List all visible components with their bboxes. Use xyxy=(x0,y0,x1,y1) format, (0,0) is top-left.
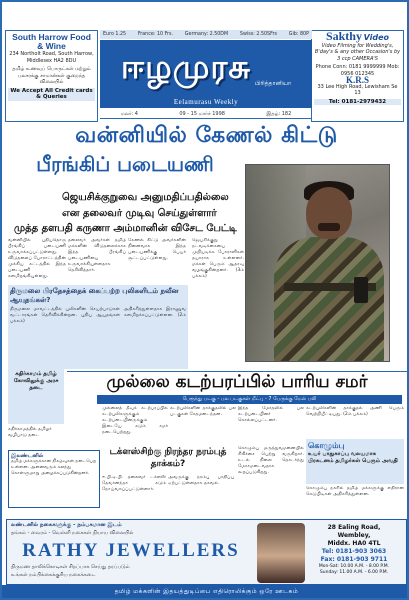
sub-story-text: திருமலை மாவட்டத்தில் புலிகளின் செயற்பாடுகள் அதிகரித்துள்ளதாக இராணுவ வட்டாரங்கள் தெரிவிக்கின்றன. புதிய ஆயுதங்கள் களமிறக்கப்பட்டுள்ளன. (2ம் பக்கம்) xyxy=(10,307,186,324)
logo-title: ஈழமுரசு xyxy=(120,47,251,86)
colombo-title: கொழும்பு xyxy=(308,441,345,450)
logo-subtitle: பிரித்தானியா xyxy=(254,80,292,87)
rathy-fax: Fax: 0181-903 9711 xyxy=(320,556,388,563)
story-douglas-col-2: அவருக்கு நரம்பு பாதிப்பு ஏற்பட்டுள்ளதாக தகவல். xyxy=(168,475,234,486)
ad-right-body: Video Filming for Wedding's, B'day's & any other Occasion's by 3 ccp CAMERA'S xyxy=(314,42,401,62)
footer-banner: தமிழ் மக்களின் இதயத்துடிப்பை எதிரொலிக்கும் ஒரே ஊடகம் xyxy=(2,585,409,598)
rathy-address-line: Wembley, xyxy=(337,532,371,539)
price-item: Swiss: 2.50SFrs xyxy=(239,32,277,37)
masthead-logo xyxy=(100,40,312,98)
left-box-title: இலண்டனில் xyxy=(11,453,44,459)
ad-sakthy-video xyxy=(311,30,404,122)
ad-right-tel: Tel: 0181-2979432 xyxy=(314,99,401,106)
ad-left-address: 234 Northolt Road, South Harrow, Middlesex HA2 8DU xyxy=(9,51,94,64)
mid-headline: முல்லை கடற்பரப்பில் பாரிய சமர் xyxy=(67,371,407,394)
issue-number: இதழ்: 182 xyxy=(266,110,292,117)
mid-column-b: கடற்புலிகளின் தாக்குதலில் பல படகுகள் சேதமடைந்தன. xyxy=(170,406,236,417)
mid-strap: பேரூந்து படகு - பல படகுகள் மீட்பு - 7 பேருக்கு மேல் பலி xyxy=(97,395,402,404)
lead-headline-2: பீரங்கிப் படையணி xyxy=(36,152,214,176)
lead-photo xyxy=(245,164,390,362)
rathy-tel: Tel: 0181-903 3063 xyxy=(321,548,387,555)
left-box-text: தமிழ் மக்களுக்கான நிகழ்வுகள் நடைபெற உள்ளன. அனைவரும் கலந்து கொள்ளுமாறு அழைக்கப்படுகின்றனர். xyxy=(11,459,97,476)
ad-right-address: 33 Lee High Road, Lewisham Se 13 xyxy=(317,83,398,96)
ad-left-note: We Accept All Credit cards & Queries xyxy=(8,88,95,101)
ad-rathy-jewellers xyxy=(6,519,407,585)
left-notice-box xyxy=(8,450,100,508)
lead-subhead-2: என தலைவர் முடிவு செய்துள்ளார் xyxy=(62,208,217,219)
ad-south-harrow xyxy=(5,30,98,122)
issue-date: 09 - 15 மார்ச் 1998 xyxy=(179,110,225,117)
colombo-subtitle: உயர் பாதுகாப்பு வலயமாக பிரகடனம் தமிழர்கள் பெரும் அவதி xyxy=(308,451,398,464)
sub-story-title: திருமலை பிரதேசத்தைக் கைப்பற்ற புலிகளிடம் நவீன ஆயுதங்கள்? xyxy=(10,287,179,304)
inset-left-headline: கதிர்காமம் தமிழ் கோவிலுக்கு அரச தடை xyxy=(8,369,64,424)
lead-subhead-1: ஜெயசிக்குறுவை அனுமதிப்பதில்லை xyxy=(62,192,229,203)
mid-column-c: இந்த மோதலில் பல கடற்படையினர் கொல்லப்பட்டனர். xyxy=(238,406,304,423)
rathy-address-line: 28 Ealing Road, xyxy=(327,524,381,531)
rathy-address-line: Middx. HA0 4TL xyxy=(327,540,381,547)
masthead-weekly: Eelamurasu Weekly xyxy=(100,98,312,108)
ad-right-phone: Phone Conn: 0181 9999999 Mob: 0956 012345 xyxy=(315,64,400,77)
price-item: Gib: 80P xyxy=(288,32,309,37)
ad-left-body: தமிழ் உணவுப் பொருட்கள் மற்றும் பலசரக்கு சாமான்கள் குறைந்த விலையில் xyxy=(12,66,91,85)
lead-column-2: தலைவர் அவர்கள் தமிழ் மக்களின் விடுதலைக்காக இந்த பீரங்கிப் படையணியை உருவாக்கியுள்ளதாக தெரிவித்தார். xyxy=(68,238,126,273)
rathy-line-4: உங்கள் நம்பிக்கைக்குரிய நகைக்கடை xyxy=(11,572,96,578)
rathy-name: RATHY JEWELLERS xyxy=(22,540,240,561)
rathy-strip: லண்டனில் நகைகளுக்கு - நம்பகமான இடம் xyxy=(11,522,122,528)
model-photo xyxy=(257,523,305,583)
lead-headline: வன்னியில் கேணல் கிட்டு xyxy=(75,123,338,148)
ad-right-shop: K.R.S xyxy=(345,75,369,85)
rathy-line-2: தங்கம் - வைரம் - வெள்ளி நகைகள் நியாய விலையில் xyxy=(11,530,134,536)
issue-volume: மலர்: 4 xyxy=(120,110,138,117)
rathy-address xyxy=(306,524,402,576)
price-bar xyxy=(100,30,312,39)
price-item: Germany: 2.50DM xyxy=(184,32,229,37)
lead-column-3: கேணல் கிட்டு அவர்களின் நினைவாக இந்த படையணிக்கு பெயர் சூட்டப்பட்டுள்ளது. xyxy=(128,238,186,261)
ad-right-brand-sub: Video xyxy=(363,33,390,42)
price-item: Euro 1.25 xyxy=(103,32,127,37)
left-small-story: கதிர்காமத்தில் தமிழர் வழிபாடு தடை xyxy=(8,427,52,438)
colombo-column: கொழும்பு நகரில் தமிழ் மக்களுக்கு எதிரான கெடுபிடிகள் அதிகரித்துள்ளன. xyxy=(306,486,404,497)
mid-column-a: முல்லைத் தீவுக் கடற்பரப்பில் கடற்புலிகளுக்கும் கடற்படையினருக்கும் இடையே கடும் சமர் நடைபெற்றது. xyxy=(102,406,168,435)
mid-column-d: கடற்புலிகளின் தாக்குதல் அணி பெரும் வெற்றியீட்டியது. (2ம் பக்கம்) xyxy=(306,406,404,417)
price-item: France: 10 Frs. xyxy=(137,32,173,37)
ad-left-title: South Harrow Food & Wine xyxy=(12,32,91,51)
rathy-line-3: திருமண தாலிக்கொடிகள் சிறப்பாக செய்து தரப்படும் xyxy=(11,564,130,570)
story-douglas-headline: டக்ளஸ்சிற்கு நிரந்தர நரம்புத் தாக்கம்? xyxy=(109,447,227,469)
ad-right-brand: Sakthy xyxy=(325,30,362,43)
lead-column-4: ஜெயசிக்குறு நடவடிக்கையை முறியடிக்க போராளிகள் தயாராக உள்ளனர். மக்கள் பெரும் ஆதரவு வழங்குகின்றனர். (3ம் பக்கம்) xyxy=(192,238,244,279)
colombo-story-box xyxy=(306,439,404,484)
lead-column-1: வன்னியில் புதியதொரு பீரங்கிப் படையணி உருவாக்கப்பட்டுள்ளது. விடுதலைப் போராட்டத்தின் முக்கிய கட்டத்தில் இந்த படையணி களமிறங்கியுள்ளது. xyxy=(8,238,66,279)
sub-story-box xyxy=(8,285,188,369)
issue-bar xyxy=(100,109,312,119)
rathy-hours: Sunday: 11.00 A.M. - 6.00 P.M. xyxy=(319,570,389,575)
rathy-hours: Mon-Sat: 10.00 A.M. - 8.00 P.M. xyxy=(318,564,390,569)
story-column-g: கொழும்பு மருத்துவமனையில் சிகிச்சை பெற்று வருகிறார். உடல் நிலை தொடர்ந்து மோசமடைவதாக கூறப்படுகிறது. xyxy=(238,446,304,475)
lead-subhead-3: முத்த தளபதி கருணா அம்மானின் விசேட பேட்டி xyxy=(14,223,237,234)
story-douglas-col-1: ஈ.பி.டி.பி. தலைவர் டக்ளஸ் தேவானந்தா கடும் நோய்வாய்ப்பட்டுள்ளார். xyxy=(102,475,166,492)
